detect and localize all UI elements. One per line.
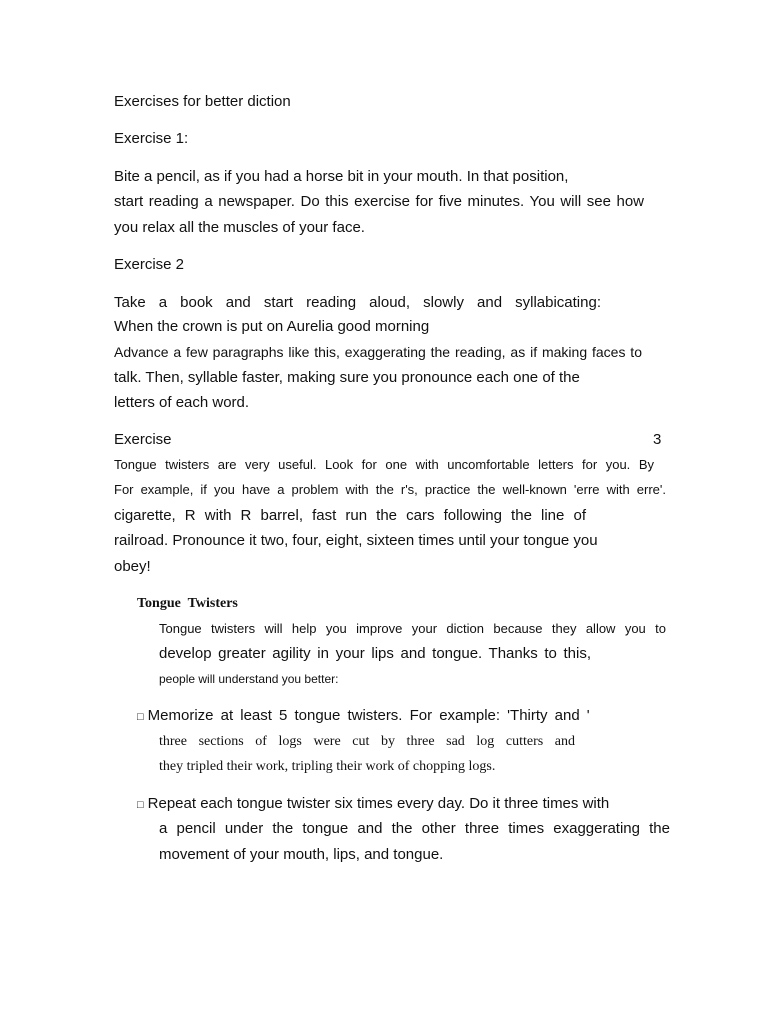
tongue-twisters-heading: Tongue Twisters (137, 596, 238, 611)
exercise-2-line: letters of each word. (114, 394, 250, 411)
exercise-3-heading: Exercise (114, 431, 172, 448)
exercise-1-line: Bite a pencil, as if you had a horse bit in your mouth. In that position, (114, 168, 569, 185)
checkbox-bullet-icon: □ (137, 711, 144, 723)
bullet-text: Memorize at least 5 tongue twisters. For example: 'Thirty and ' (147, 707, 590, 724)
exercise-2-line: When the crown is put on Aurelia good morning (114, 318, 430, 335)
exercise-2-line: Advance a few paragraphs like this, exaggerating the reading, as if making faces to (114, 344, 642, 360)
exercise-2-heading: Exercise 2 (114, 256, 185, 273)
checkbox-bullet-icon: □ (137, 799, 144, 811)
exercise-3-line: cigarette, R with R barrel, fast run the cars following the line of (114, 507, 586, 524)
twisters-intro-line: people will understand you better: (159, 672, 339, 686)
exercise-2-line: talk. Then, syllable faster, making sure you pronounce each one of the (114, 369, 580, 386)
exercise-1-line: start reading a newspaper. Do this exercise for five minutes. You will see how (114, 193, 644, 210)
document-title: Exercises for better diction (114, 93, 291, 110)
exercise-2-line: Take a book and start reading aloud, slowly and syllabicating: (114, 294, 601, 311)
twisters-intro-line: develop greater agility in your lips and tongue. Thanks to this, (159, 645, 591, 662)
exercise-3-line: obey! (114, 558, 151, 575)
bullet-item (137, 707, 590, 726)
exercise-3-line: railroad. Pronounce it two, four, eight, sixteen times until your tongue you (114, 532, 598, 549)
bullet-text: they tripled their work, tripling their work of chopping logs. (159, 759, 496, 774)
bullet-text: three sections of logs were cut by three sad log cutters and (159, 734, 575, 749)
twisters-intro-line: Tongue twisters will help you improve your diction because they allow you to (159, 621, 666, 636)
bullet-text: a pencil under the tongue and the other three times exaggerating the (159, 820, 670, 837)
bullet-item (137, 795, 609, 814)
bullet-text: Repeat each tongue twister six times every day. Do it three times with (147, 795, 610, 812)
exercise-3-number: 3 (653, 431, 662, 448)
exercise-3-line: For example, if you have a problem with the r's, practice the well-known 'erre with erre'. (114, 482, 666, 497)
exercise-3-line: Tongue twisters are very useful. Look for one with uncomfortable letters for you. By (114, 457, 654, 472)
exercise-1-heading: Exercise 1: (114, 130, 189, 147)
exercise-1-line: you relax all the muscles of your face. (114, 219, 365, 236)
bullet-text: movement of your mouth, lips, and tongue. (159, 846, 444, 863)
